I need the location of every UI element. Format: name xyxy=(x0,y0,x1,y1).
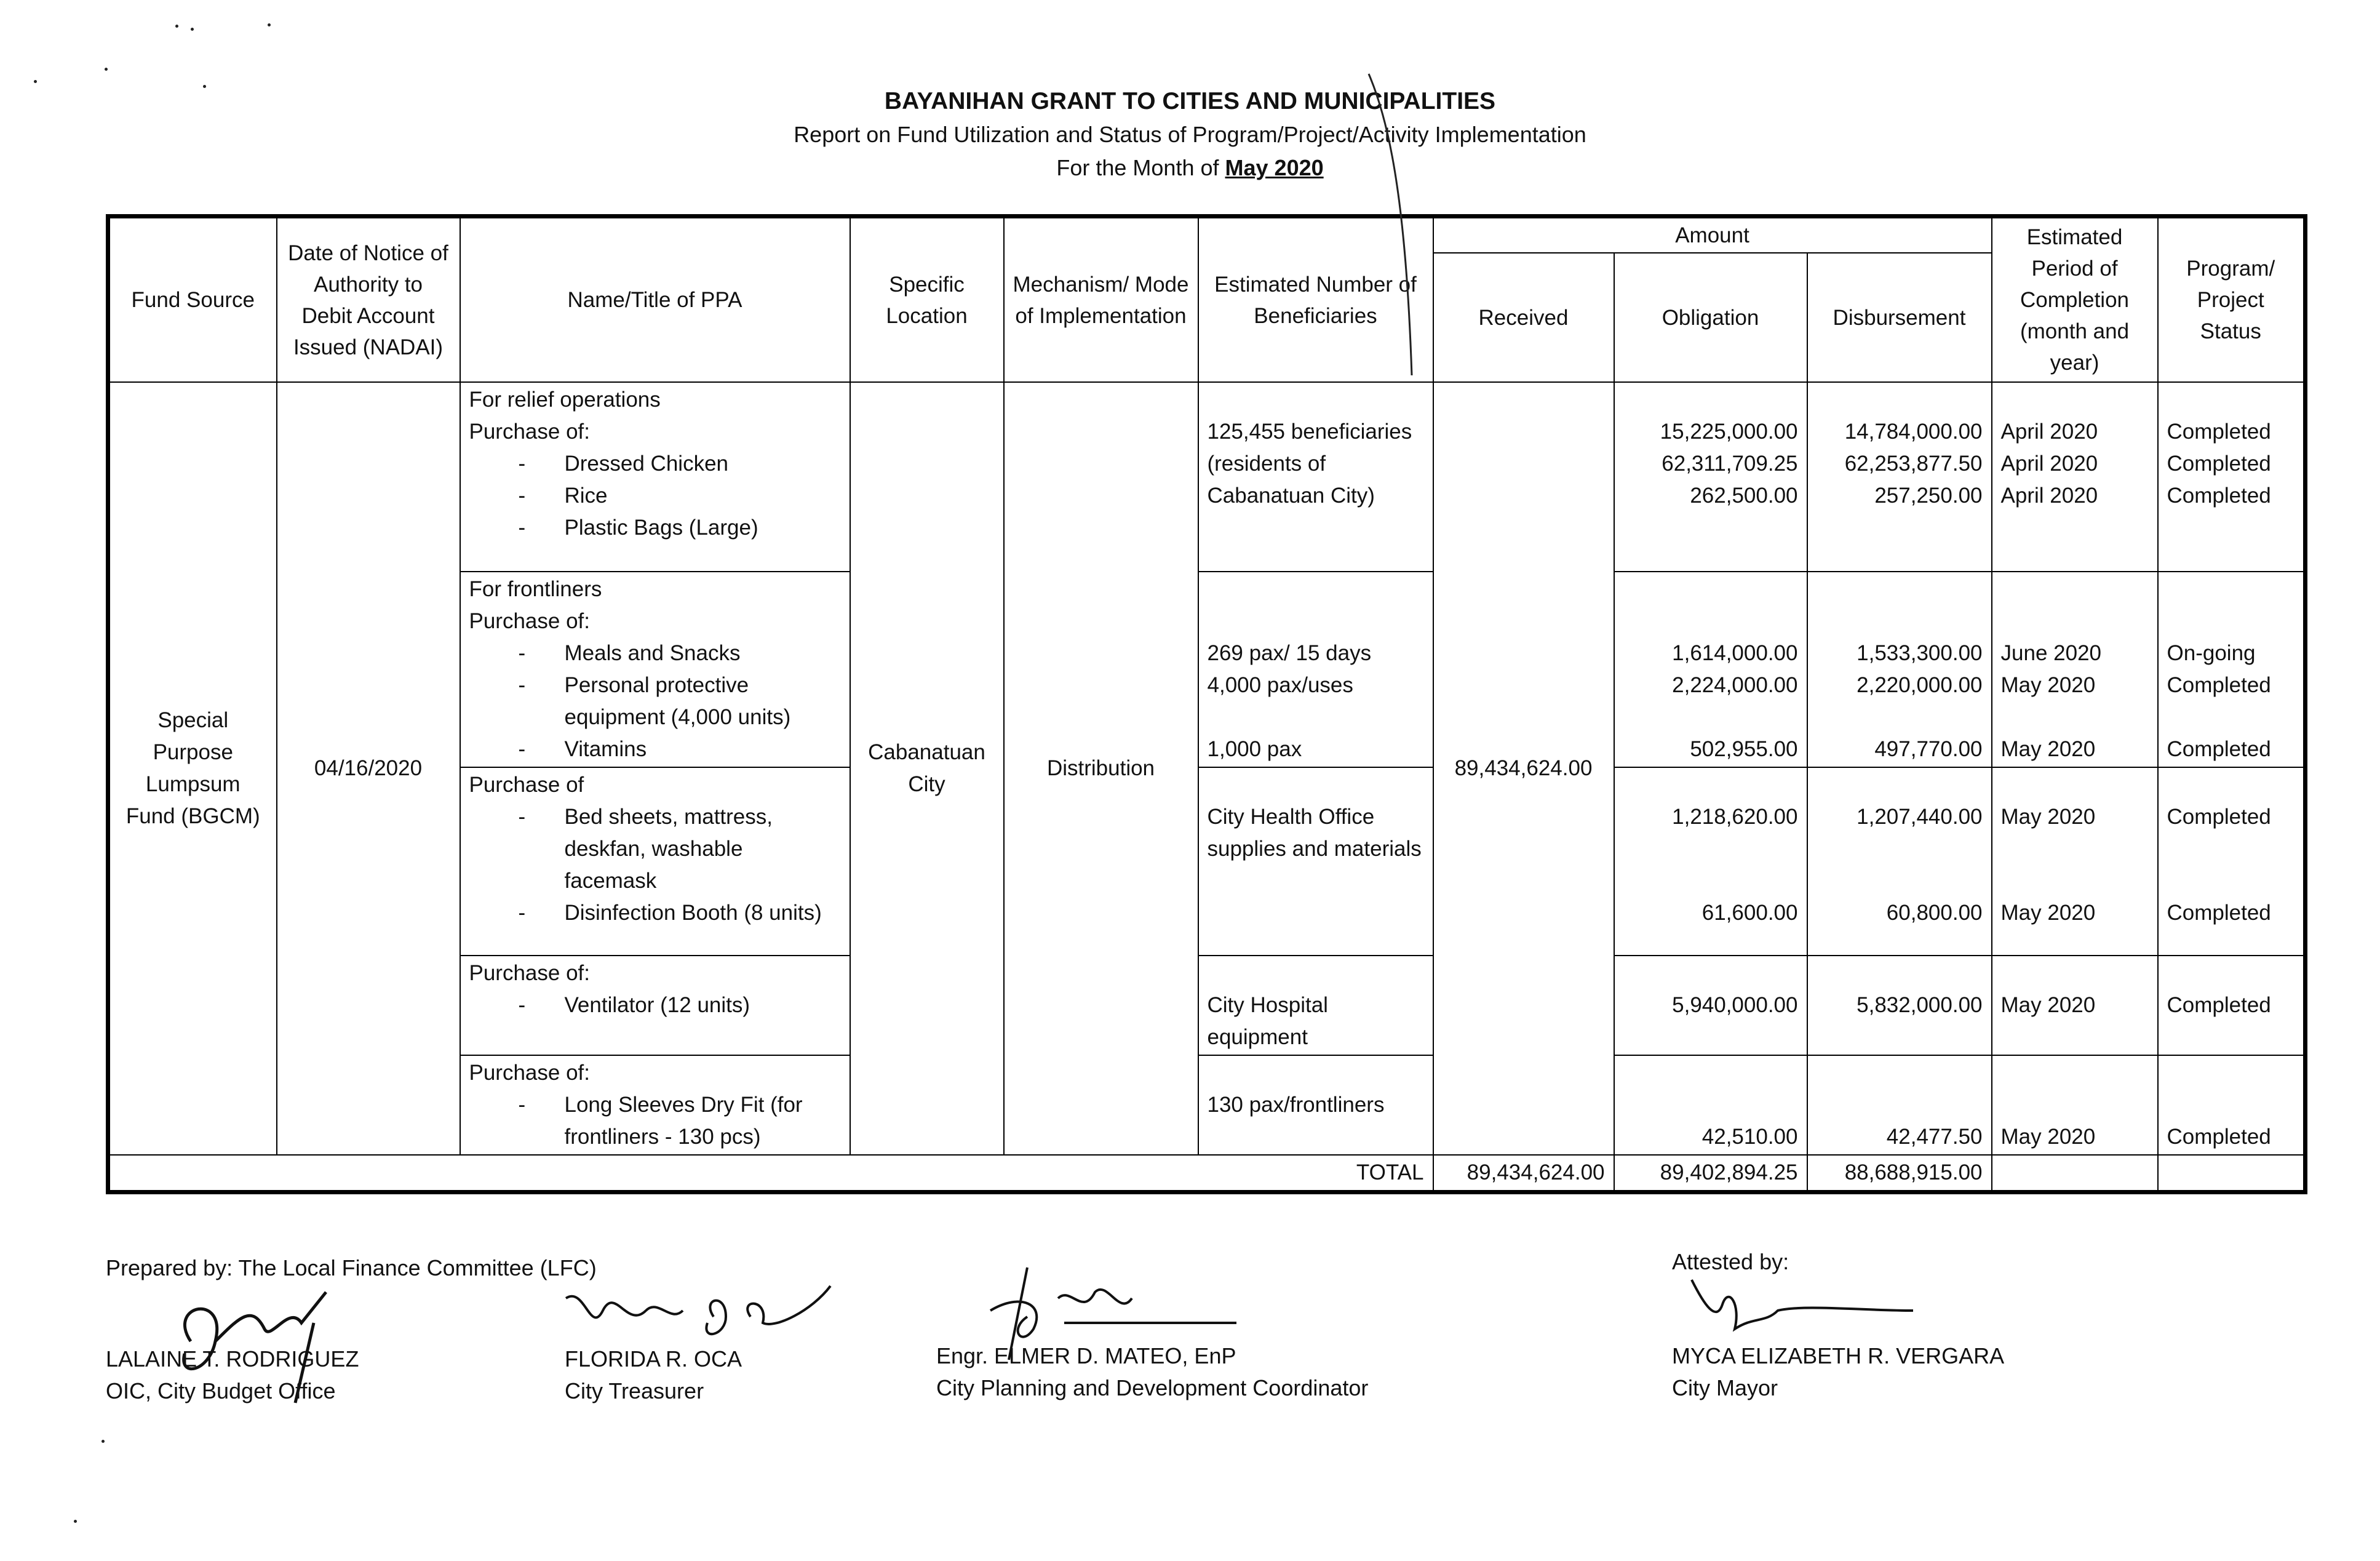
list-item: - Plastic Bags (Large) xyxy=(518,516,758,540)
beneficiaries-cell: City Hospital equipment xyxy=(1198,956,1433,1055)
scan-speck xyxy=(175,25,178,28)
total-obligation: 89,402,894.25 xyxy=(1614,1155,1807,1192)
signatory-title: City Treasurer xyxy=(565,1378,704,1403)
list-item: - Dressed Chicken xyxy=(518,452,728,476)
period-cell: June 2020 May 2020 May 2020 xyxy=(1992,572,2158,767)
list-item: - Meals and Snacks xyxy=(518,641,741,665)
period-cell: May 2020 May 2020 xyxy=(1992,767,2158,956)
signature-vergara xyxy=(1679,1268,1925,1354)
scan-speck xyxy=(203,85,206,88)
obligation-cell: 15,225,000.00 62,311,709.25 262,500.00 xyxy=(1614,382,1807,572)
scan-speck xyxy=(74,1520,77,1523)
mechanism-cell: Distribution xyxy=(1004,382,1198,1155)
header-ppa: Name/Title of PPA xyxy=(460,217,850,383)
total-row xyxy=(108,1155,2306,1192)
beneficiaries-cell: 125,455 beneficiaries (residents of Cabanatuan City) xyxy=(1198,382,1433,572)
beneficiaries-cell: 269 pax/ 15 days 4,000 pax/uses 1,000 pax xyxy=(1198,572,1433,767)
month-prefix: For the Month of xyxy=(1056,155,1219,180)
list-item: - Vitamins xyxy=(518,737,647,761)
list-item: - Rice xyxy=(518,484,608,508)
disbursement-cell: 42,477.50 xyxy=(1807,1055,1992,1155)
total-received: 89,434,624.00 xyxy=(1433,1155,1614,1192)
ppa-intro: Purchase of: xyxy=(469,420,590,444)
beneficiaries-cell: City Health Office supplies and materials xyxy=(1198,767,1433,956)
obligation-cell: 42,510.00 xyxy=(1614,1055,1807,1155)
obligation-cell: 5,940,000.00 xyxy=(1614,956,1807,1055)
ppa-cell xyxy=(460,1055,850,1155)
beneficiaries-cell: 130 pax/frontliners xyxy=(1198,1055,1433,1155)
period-cell: May 2020 xyxy=(1992,956,2158,1055)
period-cell: May 2020 xyxy=(1992,1055,2158,1155)
scan-speck xyxy=(101,1440,105,1443)
header-amount: Amount xyxy=(1433,217,1992,254)
list-item: - Bed sheets, mattress, deskfan, washable facemask xyxy=(518,805,773,893)
ppa-cell xyxy=(460,572,850,767)
attested-by-label: Attested by: xyxy=(1672,1249,1789,1274)
total-disbursement: 88,688,915.00 xyxy=(1807,1155,1992,1192)
status-cell: Completed Completed xyxy=(2158,767,2306,956)
scan-speck xyxy=(34,80,37,83)
ppa-cell xyxy=(460,956,850,1055)
ppa-cell xyxy=(460,767,850,956)
scan-speck xyxy=(191,28,194,31)
obligation-cell: 1,218,620.00 61,600.00 xyxy=(1614,767,1807,956)
list-item: - Disinfection Booth (8 units) xyxy=(518,901,822,925)
report-month-line xyxy=(0,155,2380,181)
disbursement-cell: 1,533,300.00 2,220,000.00 497,770.00 xyxy=(1807,572,1992,767)
scan-speck xyxy=(268,23,271,26)
signatory-name: LALAINE T. RODRIGUEZ xyxy=(106,1346,359,1371)
stray-pen-line xyxy=(1363,68,1436,388)
total-label: TOTAL xyxy=(108,1155,1433,1192)
prepared-by-label: Prepared by: The Local Finance Committee (LFC) xyxy=(106,1255,597,1280)
list-item: - Ventilator (12 units) xyxy=(518,993,750,1017)
nadai-date-cell: 04/16/2020 xyxy=(277,382,460,1155)
signatory-title: City Mayor xyxy=(1672,1375,1778,1400)
report-month: May 2020 xyxy=(1225,155,1324,180)
disbursement-cell: 14,784,000.00 62,253,877.50 257,250.00 xyxy=(1807,382,1992,572)
report-title: BAYANIHAN GRANT TO CITIES AND MUNICIPALITIES xyxy=(884,88,1496,114)
signatory-name: FLORIDA R. OCA xyxy=(565,1346,742,1371)
ppa-intro: For frontliners xyxy=(469,577,602,601)
status-cell: Completed xyxy=(2158,1055,2306,1155)
ppa-intro: Purchase of: xyxy=(469,961,590,985)
header-status: Program/ Project Status xyxy=(2158,217,2306,383)
header-fund-source: Fund Source xyxy=(108,217,277,383)
header-period: Estimated Period of Completion (month and year) xyxy=(1992,217,2158,383)
fund-source-cell: Special Purpose Lumpsum Fund (BGCM) xyxy=(108,382,277,1155)
signatory-title: OIC, City Budget Office xyxy=(106,1378,336,1403)
disbursement-cell: 5,832,000.00 xyxy=(1807,956,1992,1055)
header-mechanism: Mechanism/ Mode of Implementation xyxy=(1004,217,1198,383)
ppa-intro: For relief operations xyxy=(469,388,661,412)
period-cell: April 2020 April 2020 April 2020 xyxy=(1992,382,2158,572)
signatory-name: Engr. ELMER D. MATEO, EnP xyxy=(936,1343,1236,1368)
header-beneficiaries: Estimated Number of Beneficiaries xyxy=(1198,217,1433,383)
ppa-intro: Purchase of: xyxy=(469,1061,590,1085)
obligation-cell: 1,614,000.00 2,224,000.00 502,955.00 xyxy=(1614,572,1807,767)
report-subtitle: Report on Fund Utilization and Status of Program/Project/Activity Implementation xyxy=(794,122,1586,147)
header-obligation: Obligation xyxy=(1614,253,1807,382)
disbursement-cell: 1,207,440.00 60,800.00 xyxy=(1807,767,1992,956)
signatory-title: City Planning and Development Coordinator xyxy=(936,1375,1369,1400)
status-cell: On-going Completed Completed xyxy=(2158,572,2306,767)
ppa-intro: Purchase of: xyxy=(469,609,590,633)
fund-utilization-table xyxy=(106,214,2307,1194)
status-cell: Completed xyxy=(2158,956,2306,1055)
header-received: Received xyxy=(1433,253,1614,382)
table-row xyxy=(108,382,2306,572)
ppa-cell xyxy=(460,382,850,572)
header-disbursement: Disbursement xyxy=(1807,253,1992,382)
list-item: - Long Sleeves Dry Fit (for frontliners - 130 pcs) xyxy=(518,1093,803,1149)
list-item: - Personal protective equipment (4,000 units) xyxy=(518,673,791,729)
ppa-intro: Purchase of xyxy=(469,773,584,797)
header-location: Specific Location xyxy=(850,217,1004,383)
received-cell: 89,434,624.00 xyxy=(1433,382,1614,1155)
header-nadai: Date of Notice of Authority to Debit Account Issued (NADAI) xyxy=(277,217,460,383)
location-cell: Cabanatuan City xyxy=(850,382,1004,1155)
status-cell: Completed Completed Completed xyxy=(2158,382,2306,572)
signatory-name: MYCA ELIZABETH R. VERGARA xyxy=(1672,1343,2005,1368)
scan-speck xyxy=(105,68,108,71)
